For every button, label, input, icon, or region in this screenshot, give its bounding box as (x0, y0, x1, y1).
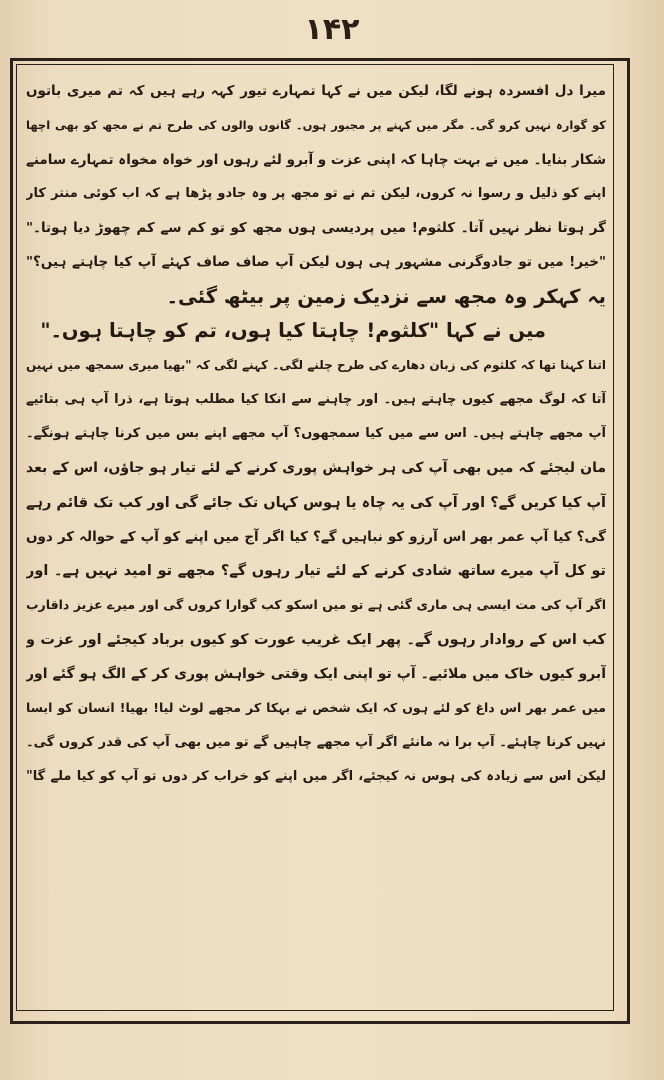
text-line: میں نے کہا "کلثوم! چاہتا کیا ہوں، تم کو چاہتا ہوں۔" (40, 319, 546, 343)
text-line: آپ کیا کریں گے؟ اور آپ کی یہ چاہ یا ہوس کہاں تک جائے گی اور کب تک قائم رہے (26, 494, 606, 511)
text-line: اگر آپ کی مت ایسی ہی ماری گئی ہے تو میں اسکو کب گوارا کروں گی اور میرے عزیز داقارب (26, 597, 606, 613)
text-line: آبرو کیوں خاک میں ملائیے۔ آپ تو اپنی ایک وقتی خواہش پوری کر کے الگ ہو گئے اور (26, 666, 606, 683)
text-line: آتا کہ لوگ مجھے کیوں چاہتے ہیں۔ اور چاہنے سے انکا کیا مطلب ہوتا ہے، ذرا آپ ہی بتائیے (26, 391, 606, 407)
text-line: شکار بنایا۔ میں نے بہت چاہا کہ اپنی عزت و آبرو لئے رہوں اور خواہ مخواہ تمہارے سامنے (26, 151, 606, 168)
text-line: نہیں کرنا چاہئے۔ آپ برا نہ مانئے اگر آپ مجھے چاہیں گے تو میں بھی آپ کی قدر کروں گی۔ (26, 734, 606, 750)
text-line: گی؟ کیا آپ عمر بھر اس آرزو کو نباہیں گے؟ کیا اگر آج میں اپنے کو آپ کے حوالہ کر دوں (26, 528, 606, 545)
text-line: میرا دل افسردہ ہونے لگا، لیکن میں نے کہا تمہارے تیور کہہ رہے ہیں کہ تم میری باتوں (26, 83, 606, 99)
text-line: آپ مجھے چاہتے ہیں۔ اس سے میں کیا سمجھوں؟ آپ مجھے اپنے بس میں کرنا چاہتے ہونگے۔ (26, 425, 606, 441)
body-text (26, 74, 606, 1004)
text-line: یہ کہکر وہ مجھ سے نزدیک زمین پر بیٹھ گئی۔ (166, 284, 606, 308)
text-line: میں عمر بھر اس داغ کو لئے ہوں کہ ایک شخص نے بہکا کر مجھے لوٹ لیا! بھیا! انسان کو ایسا (26, 700, 606, 716)
text-line: اپنے کو ذلیل و رسوا نہ کروں، لیکن تم نے تو مجھ پر وہ جادو پڑھا ہے کہ اب کوئی منتر کار (26, 185, 606, 201)
text-line: "خیر! میں تو جادوگرنی مشہور ہی ہوں لیکن آپ صاف صاف کہئے آپ کیا چاہتے ہیں؟" (26, 254, 606, 271)
text-line: لیکن اس سے زیادہ کی ہوس نہ کیجئے، اگر میں اپنے کو خراب کر دوں تو آپ کو کیا ملے گا" (26, 768, 606, 784)
text-line: گر ہوتا نظر نہیں آتا۔ کلثوم! میں پردیسی ہوں مجھ کو تو کم سے کم چھوڑ دیا ہوتا۔" (26, 220, 606, 237)
text-line: تو کل آپ میرے ساتھ شادی کرنے کے لئے تیار رہوں گے؟ مجھے تو امید نہیں ہے۔ اور (26, 563, 606, 580)
page-number: ۱۴۲ (304, 12, 360, 47)
text-line: مان لیجئے کہ میں بھی آپ کی ہر خواہش پوری کرنے کے لئے تیار ہو جاؤں، اس کے بعد (26, 460, 606, 477)
text-line: کو گوارہ نہیں کرو گی۔ مگر میں کہنے پر مجبور ہوں۔ گانوں والوں کی طرح تم نے مجھ کو بھی اچھا (26, 118, 606, 133)
text-line: اتنا کہنا تھا کہ کلثوم کی زبان دھارے کی طرح چلنے لگی۔ کہنے لگی کہ "بھیا میری سمجھ میں نہیں (26, 358, 606, 373)
text-line: کب اس کے روادار رہوں گے۔ پھر ایک غریب عورت کو کیوں برباد کیجئے اور عزت و (26, 631, 606, 648)
